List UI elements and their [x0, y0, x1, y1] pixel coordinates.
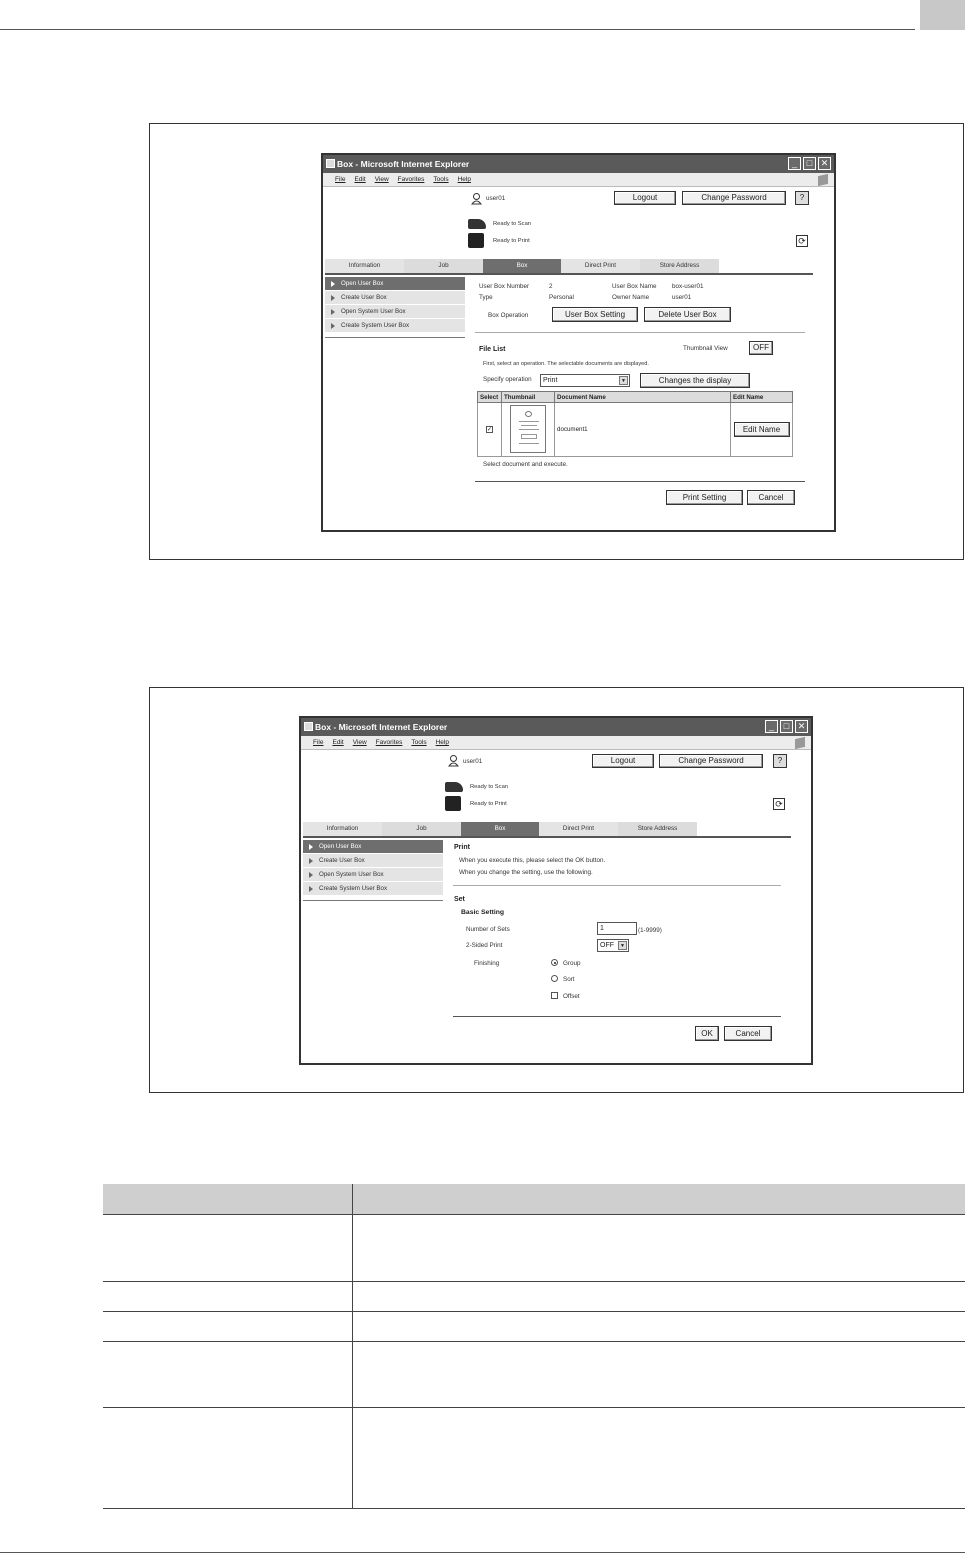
- tab-information[interactable]: Information: [303, 822, 382, 836]
- user-icon: [471, 193, 482, 205]
- document-name-cell: document1: [555, 403, 731, 457]
- top-rule: [0, 29, 915, 30]
- logout-button[interactable]: Logout: [614, 191, 676, 205]
- group-label: Group: [563, 960, 581, 967]
- ie-icon: [326, 159, 335, 168]
- two-sided-print-label: 2-Sided Print: [466, 942, 503, 949]
- refresh-icon[interactable]: ⟳: [796, 235, 808, 247]
- section-divider: [475, 332, 805, 333]
- file-list-table: [477, 391, 793, 457]
- col-select: Select: [478, 392, 502, 403]
- bottom-divider: [453, 1016, 781, 1017]
- print-instruction-2: When you change the setting, use the following.: [459, 869, 593, 876]
- number-of-sets-range: (1-9999): [638, 927, 662, 934]
- sort-label: Sort: [563, 976, 575, 983]
- menu-tools[interactable]: Tools: [433, 176, 449, 183]
- menu-favorites[interactable]: Favorites: [375, 739, 403, 746]
- windows-logo-icon: [795, 737, 805, 749]
- menu-edit[interactable]: Edit: [354, 176, 366, 183]
- menu-bar: [323, 173, 834, 187]
- sidebar-item-open-system-user-box[interactable]: Open System User Box: [325, 305, 465, 319]
- title-bar: [301, 718, 811, 736]
- sidebar: [303, 840, 443, 901]
- offset-checkbox[interactable]: [551, 992, 558, 999]
- user-name: user01: [463, 758, 483, 765]
- arrow-right-icon: [309, 886, 313, 892]
- tab-job[interactable]: Job: [382, 822, 461, 836]
- tab-store-address[interactable]: Store Address: [618, 822, 697, 836]
- number-of-sets-label: Number of Sets: [466, 926, 510, 933]
- tab-box[interactable]: Box: [483, 259, 561, 273]
- refresh-icon[interactable]: ⟳: [773, 798, 785, 810]
- thumbnail-view-toggle[interactable]: OFF: [749, 341, 773, 355]
- print-setting-button[interactable]: Print Setting: [666, 490, 743, 505]
- user-box-number-value: 2: [549, 283, 553, 290]
- tab-direct-print[interactable]: Direct Print: [539, 822, 618, 836]
- tab-job[interactable]: Job: [404, 259, 483, 273]
- number-of-sets-input[interactable]: 1: [597, 922, 637, 935]
- box-operation-label: Box Operation: [488, 312, 529, 319]
- tab-underline: [303, 836, 791, 838]
- thumbnail-view-label: Thumbnail View: [683, 345, 728, 352]
- menu-file[interactable]: File: [313, 739, 324, 746]
- type-label: Type: [479, 294, 493, 301]
- type-value: Personal: [549, 294, 574, 301]
- delete-user-box-button[interactable]: Delete User Box: [644, 307, 731, 322]
- cancel-button[interactable]: Cancel: [724, 1026, 772, 1041]
- group-radio[interactable]: [551, 959, 558, 966]
- finishing-label: Finishing: [474, 960, 500, 967]
- status-print: Ready to Print: [493, 238, 530, 244]
- sidebar-divider: [325, 337, 465, 338]
- sort-radio[interactable]: [551, 975, 558, 982]
- sidebar-divider: [303, 900, 443, 901]
- help-button[interactable]: ?: [773, 754, 787, 768]
- page-number-tab: [920, 0, 965, 30]
- cancel-button[interactable]: Cancel: [747, 490, 795, 505]
- table-column-divider: [352, 1184, 353, 1509]
- specify-operation-select[interactable]: [540, 374, 630, 387]
- col-thumbnail: Thumbnail: [502, 392, 555, 403]
- section-divider: [453, 885, 781, 886]
- menu-help[interactable]: Help: [457, 176, 471, 183]
- ie-window-2: [299, 716, 813, 1065]
- sidebar-item-open-system-user-box[interactable]: Open System User Box: [303, 868, 443, 882]
- sidebar-item-create-system-user-box[interactable]: Create System User Box: [325, 319, 465, 333]
- menu-edit[interactable]: Edit: [332, 739, 344, 746]
- basic-setting-title: Basic Setting: [461, 909, 505, 916]
- file-list-title: File List: [479, 346, 506, 353]
- maximize-button[interactable]: □: [780, 720, 793, 733]
- minimize-button[interactable]: _: [765, 720, 778, 733]
- col-edit-name: Edit Name: [731, 392, 793, 403]
- menu-bar: [301, 736, 811, 750]
- owner-name-label: Owner Name: [612, 294, 650, 301]
- edit-name-button[interactable]: Edit Name: [734, 422, 790, 437]
- change-password-button[interactable]: Change Password: [682, 191, 786, 205]
- changes-display-button[interactable]: Changes the display: [640, 373, 750, 388]
- set-title: Set: [454, 896, 465, 903]
- menu-help[interactable]: Help: [435, 739, 449, 746]
- bottom-rule: [0, 1552, 965, 1553]
- arrow-right-icon: [331, 281, 335, 287]
- table-row: [478, 403, 793, 457]
- operation-instruction: First, select an operation. The selectable documents are displayed.: [483, 361, 649, 367]
- help-button[interactable]: ?: [795, 191, 809, 205]
- arrow-right-icon: [331, 295, 335, 301]
- sidebar-item-create-user-box[interactable]: Create User Box: [303, 854, 443, 868]
- title-bar: [323, 155, 834, 173]
- printer-icon: [468, 233, 484, 248]
- status-scan: Ready to Scan: [493, 221, 532, 227]
- bottom-divider: [475, 481, 805, 482]
- table-row-divider: [103, 1214, 965, 1215]
- user-box-number-label: User Box Number: [479, 283, 530, 290]
- window-title: Box - Microsoft Internet Explorer: [315, 722, 448, 732]
- table-row-divider: [103, 1281, 965, 1282]
- table-header-row: [103, 1184, 965, 1214]
- windows-logo-icon: [818, 174, 828, 186]
- table-row-divider: [103, 1407, 965, 1408]
- status-scan: Ready to Scan: [470, 784, 509, 790]
- specify-operation-value: Print: [543, 377, 558, 384]
- user-box-setting-button[interactable]: User Box Setting: [552, 307, 638, 322]
- sidebar: [325, 277, 465, 338]
- sidebar-item-open-user-box[interactable]: Open User Box: [303, 840, 443, 854]
- scanner-icon: [445, 782, 463, 792]
- sidebar-item-create-user-box[interactable]: Create User Box: [325, 291, 465, 305]
- user-box-name-value: box-user01: [672, 283, 704, 290]
- arrow-right-icon: [309, 858, 313, 864]
- ok-button[interactable]: OK: [695, 1026, 719, 1041]
- ie-icon: [304, 722, 313, 731]
- tab-information[interactable]: Information: [325, 259, 404, 273]
- menu-view[interactable]: View: [374, 176, 389, 183]
- select-checkbox[interactable]: ✓: [487, 427, 493, 433]
- description-table: [103, 1184, 965, 1510]
- menu-favorites[interactable]: Favorites: [397, 176, 425, 183]
- tab-store-address[interactable]: Store Address: [640, 259, 719, 273]
- status-print: Ready to Print: [470, 801, 507, 807]
- print-instruction-1: When you execute this, please select the OK button.: [459, 857, 606, 864]
- arrow-right-icon: [309, 872, 313, 878]
- user-box-name-label: User Box Name: [612, 283, 657, 290]
- document-thumbnail: [510, 405, 546, 453]
- tab-bar: [325, 259, 719, 273]
- logout-button[interactable]: Logout: [592, 754, 654, 768]
- tab-bar: [303, 822, 697, 836]
- user-name: user01: [486, 195, 506, 202]
- table-row-divider: [103, 1311, 965, 1312]
- two-sided-print-select[interactable]: [597, 939, 629, 952]
- menu-tools[interactable]: Tools: [411, 739, 427, 746]
- close-button[interactable]: ✕: [818, 157, 831, 170]
- col-document-name: Document Name: [555, 392, 731, 403]
- sidebar-item-create-system-user-box[interactable]: Create System User Box: [303, 882, 443, 896]
- window-title: Box - Microsoft Internet Explorer: [337, 159, 470, 169]
- arrow-right-icon: [331, 309, 335, 315]
- maximize-button[interactable]: □: [803, 157, 816, 170]
- scanner-icon: [468, 219, 486, 229]
- chevron-down-icon: ▼: [618, 941, 627, 950]
- printer-icon: [445, 796, 461, 811]
- menu-view[interactable]: View: [352, 739, 367, 746]
- table-row-divider: [103, 1508, 965, 1509]
- user-icon: [448, 755, 459, 767]
- tab-box[interactable]: Box: [461, 822, 539, 836]
- arrow-right-icon: [331, 323, 335, 329]
- select-hint: Select document and execute.: [483, 461, 568, 468]
- table-row-divider: [103, 1341, 965, 1342]
- owner-name-value: user01: [672, 294, 692, 301]
- arrow-right-icon: [309, 844, 313, 850]
- tab-direct-print[interactable]: Direct Print: [561, 259, 640, 273]
- minimize-button[interactable]: _: [788, 157, 801, 170]
- tab-underline: [325, 273, 813, 275]
- close-button[interactable]: ✕: [795, 720, 808, 733]
- print-title: Print: [454, 844, 470, 851]
- chevron-down-icon: ▼: [619, 376, 628, 385]
- sidebar-item-open-user-box[interactable]: Open User Box: [325, 277, 465, 291]
- specify-operation-label: Specify operation: [483, 376, 532, 383]
- change-password-button[interactable]: Change Password: [659, 754, 763, 768]
- two-sided-print-value: OFF: [600, 942, 614, 949]
- ie-window-1: [321, 153, 836, 532]
- menu-file[interactable]: File: [335, 176, 346, 183]
- offset-label: Offset: [563, 993, 580, 1000]
